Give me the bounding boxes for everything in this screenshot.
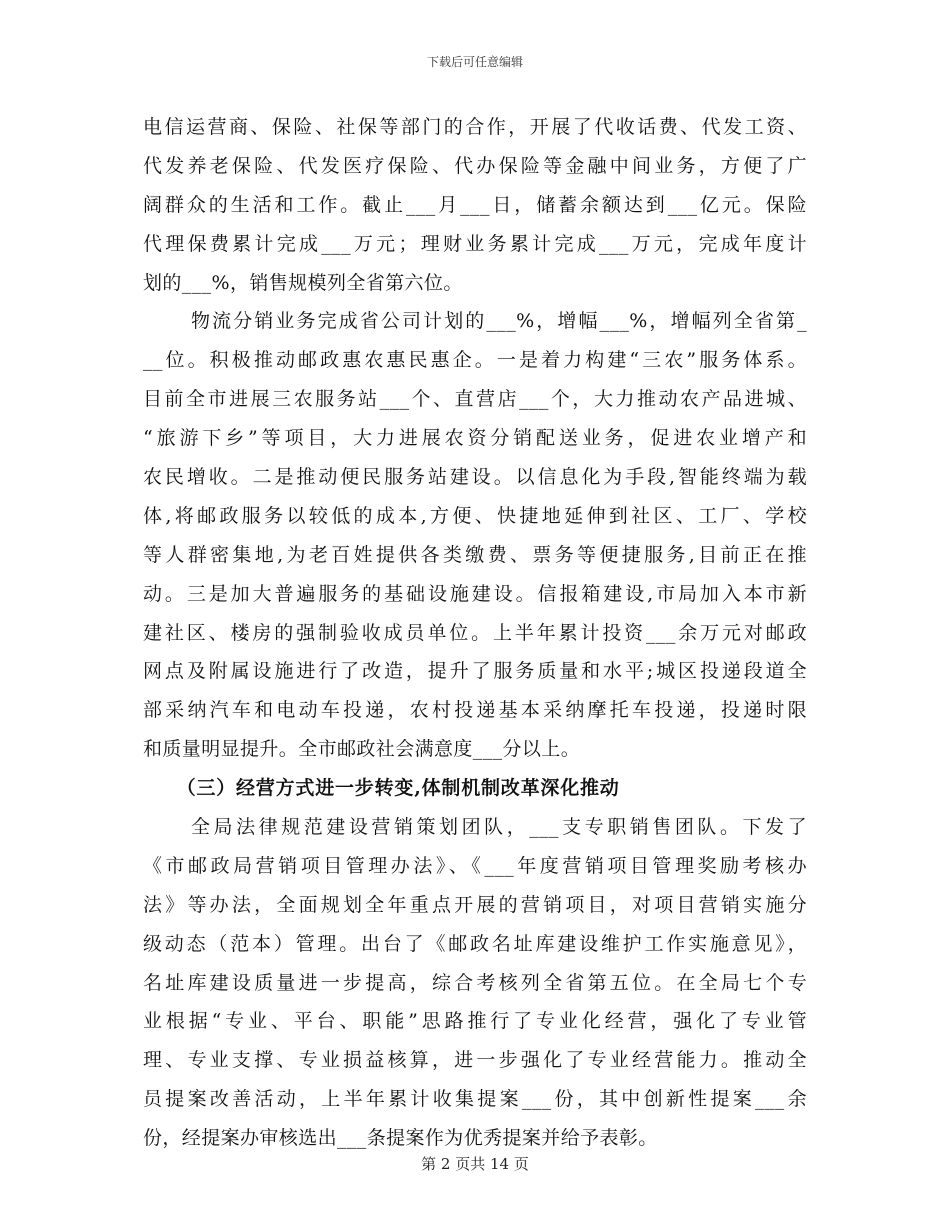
text-line: 代发养老保险、代发医疗保险、代办保险等金融中间业务，方便了广 [143, 154, 807, 177]
text-line: 名址库建设质量进一步提高，综合考核列全省第五位。在全局七个专 [143, 971, 807, 994]
text-line: 物流分销业务完成省公司计划的___%，增幅___%，增幅列全省第_ [191, 310, 807, 333]
text-line: 农民增收。二是推动便民服务站建设。以信息化为手段,智能终端为载 [143, 466, 807, 489]
text-line: 动。三是加大普遍服务的基础设施建设。信报箱建设,市局加入本市新 [143, 582, 807, 605]
text-line: 和质量明显提升。全市邮政社会满意度___分以上。 [143, 738, 581, 761]
text-line: 划的___%，销售规模列全省第六位。 [143, 271, 463, 294]
text-line: 阔群众的生活和工作。截止___月___日，储蓄余额达到___亿元。保险 [143, 193, 807, 216]
text-line: 电信运营商、保险、社保等部门的合作，开展了代收话费、代发工资、 [143, 116, 807, 138]
text-line: 理、专业支撑、专业损益核算，进一步强化了专业经营能力。推动全 [143, 1049, 807, 1072]
text-line: 级动态（范本）管理。出台了《邮政名址库建设维护工作实施意见》， [143, 932, 807, 955]
section-heading: （三）经营方式进一步转变,体制机制改革深化推动 [176, 777, 620, 800]
text-line: 等人群密集地,为老百姓提供各类缴费、票务等便捷服务,目前正在推 [143, 543, 807, 566]
body-text [143, 108, 807, 1158]
page-header: 下载后可任意编辑 [426, 55, 523, 69]
text-line: 全局法律规范建设营销策划团队，___支专职销售团队。下发了 [191, 816, 807, 839]
text-line: 员提案改善活动，上半年累计收集提案___份，其中创新性提案___余 [143, 1088, 807, 1111]
text-line: 代理保费累计完成___万元；理财业务累计完成___万元，完成年度计 [143, 232, 807, 255]
text-line: 份，经提案办审核选出___条提案作为优秀提案并给予表彰。 [143, 1127, 658, 1150]
page-footer: 第 2 页共 14 页 [421, 1155, 529, 1173]
text-line: “旅游下乡”等项目，大力进展农资分销配送业务，促进农业增产和 [143, 427, 807, 450]
text-line: 业根据“专业、平台、职能”思路推行了专业化经营，强化了专业管 [143, 1010, 807, 1033]
text-line: 建社区、楼房的强制验收成员单位。上半年累计投资___余万元对邮政 [143, 621, 807, 644]
text-line: 目前全市进展三农服务站___个、直营店___个，大力推动农产品进城、 [143, 388, 807, 411]
text-line: 部采纳汽车和电动车投递，农村投递基本采纳摩托车投递，投递时限 [143, 699, 807, 722]
text-line: 网点及附属设施进行了改造，提升了服务质量和水平;城区投递段道全 [143, 660, 807, 683]
text-line: 体,将邮政服务以较低的成本,方便、快捷地延伸到社区、工厂、学校 [143, 504, 807, 527]
text-line: __位。积极推动邮政惠农惠民惠企。一是着力构建“三农”服务体系。 [143, 349, 807, 372]
text-line: 法》等办法，全面规划全年重点开展的营销项目，对项目营销实施分 [143, 893, 807, 916]
text-line: 《市邮政局营销项目管理办法》、《___年度营销项目管理奖励考核办 [143, 854, 807, 877]
